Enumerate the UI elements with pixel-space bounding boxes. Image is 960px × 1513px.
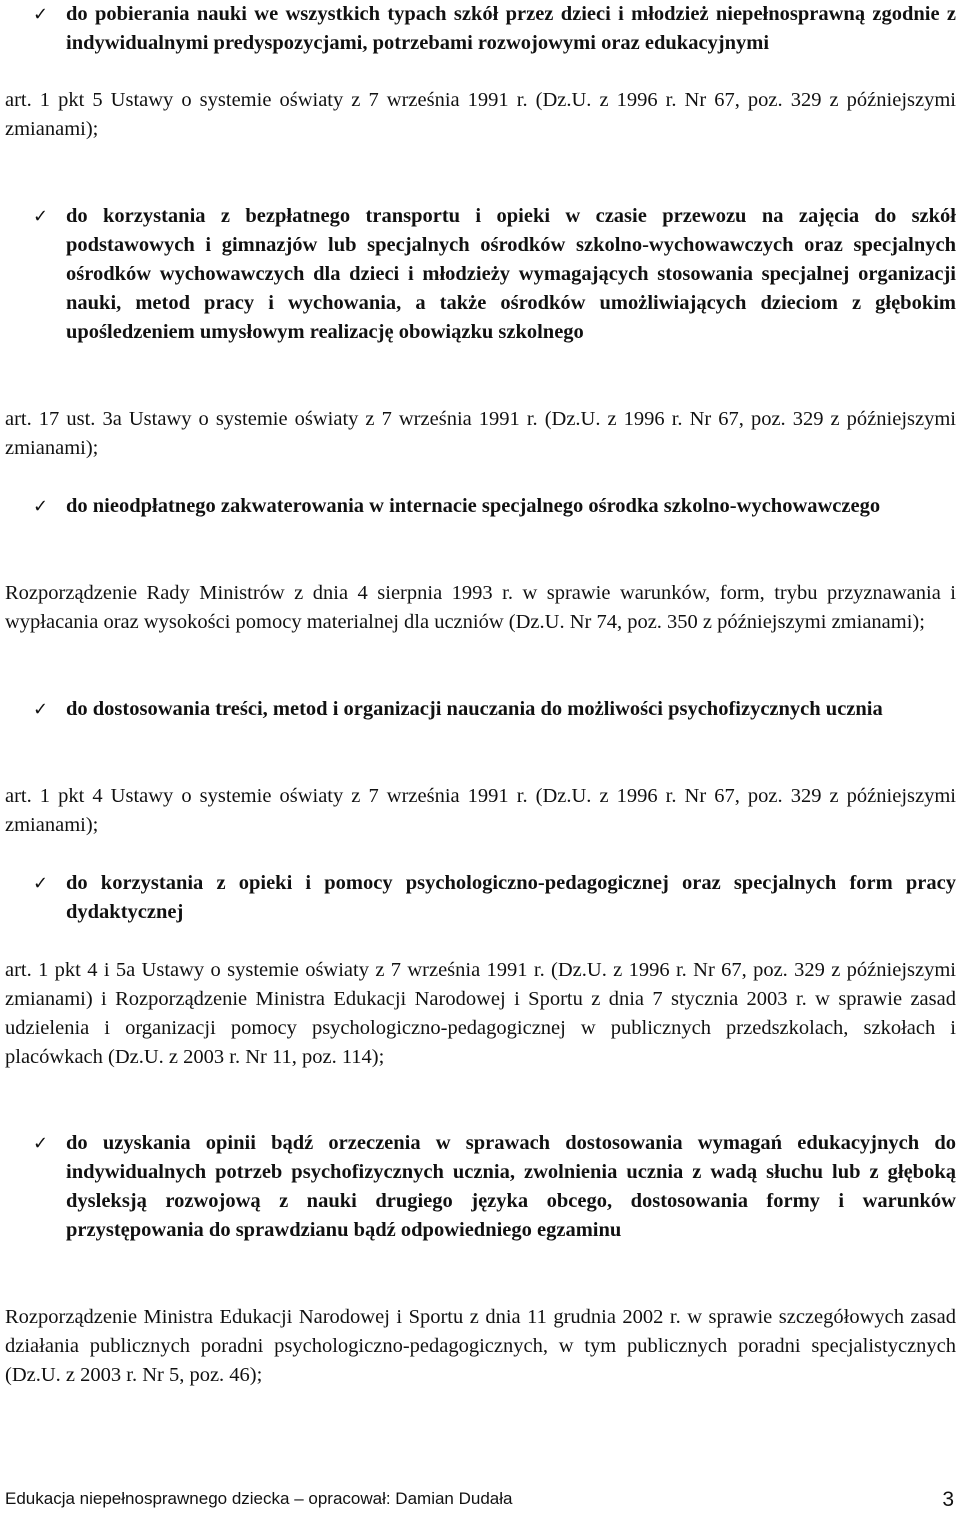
check-icon: ✓ xyxy=(33,4,49,25)
rights-item-text: do korzystania z opieki i pomocy psychologiczno-pedagogicznej oraz specjalnych form pracy dydaktycznej xyxy=(66,872,956,923)
rights-item-text: do korzystania z bezpłatnego transportu i opieki w czasie przewozu na zajęcia do szkół podstawowych i gimnazjów lub specjalnych ośrodków szkolno-wychowawczych oraz specjalnych ośrodków wychowawczych dla dzieci i młodzieży wymagających stosowania specjalnej organizacji nauki, metod pracy i wychowania, a także ośrodków umożliwiających dzieciom z głębokim upośledzeniem umysłowym realizację obowiązku szkolnego xyxy=(66,205,956,343)
legal-reference: art. 17 ust. 3a Ustawy o systemie oświaty z 7 września 1991 r. (Dz.U. z 1996 r. Nr 67, poz. 329 z późniejszymi zmianami); xyxy=(5,408,956,459)
rights-item xyxy=(33,869,956,927)
check-icon: ✓ xyxy=(33,699,49,720)
legal-reference: art. 1 pkt 5 Ustawy o systemie oświaty z 7 września 1991 r. (Dz.U. z 1996 r. Nr 67, poz. 329 z późniejszymi zmianami); xyxy=(5,89,956,140)
check-icon: ✓ xyxy=(33,496,49,517)
check-icon: ✓ xyxy=(33,1133,49,1154)
rights-item xyxy=(33,0,956,58)
check-icon: ✓ xyxy=(33,206,49,227)
rights-item-text: do pobierania nauki we wszystkich typach szkół przez dzieci i młodzież niepełnosprawną zgodnie z indywidualnymi predyspozycjami, potrzebami rozwojowymi oraz edukacyjnymi xyxy=(66,3,956,54)
rights-item-text: do uzyskania opinii bądź orzeczenia w sprawach dostosowania wymagań edukacyjnych do indywidualnych potrzeb psychofizycznych ucznia, zwolnienia ucznia z wadą słuchu lub z głęboką dysleksją rozwojową z nauki drugiego języka obcego, dostosowania formy i warunków przystępowania do sprawdzianu bądź odpowiedniego egzaminu xyxy=(66,1132,956,1241)
page-footer xyxy=(5,1487,956,1513)
rights-item-text: do dostosowania treści, metod i organizacji nauczania do możliwości psychofizycznych ucznia xyxy=(66,698,883,720)
rights-item xyxy=(33,695,956,724)
rights-item xyxy=(33,202,956,347)
legal-reference: art. 1 pkt 4 i 5a Ustawy o systemie oświaty z 7 września 1991 r. (Dz.U. z 1996 r. Nr 67, poz. 329 z późniejszymi zmianami) i Rozporządzenie Ministra Edukacji Narodowej i Sportu z dnia 7 stycznia 2003 r. w sprawie zasad udzielenia i organizacji pomocy psychologiczno-pedagogicznej w publicznych przedszkolach, szkołach i placówkach (Dz.U. z 2003 r. Nr 11, poz. 114); xyxy=(5,959,956,1068)
rights-item xyxy=(33,492,956,521)
legal-reference: Rozporządzenie Rady Ministrów z dnia 4 sierpnia 1993 r. w sprawie warunków, form, trybu przyznawania i wypłacania oraz wysokości pomocy materialnej dla uczniów (Dz.U. Nr 74, poz. 350 z późniejszymi zmianami); xyxy=(5,582,956,633)
check-icon: ✓ xyxy=(33,873,49,894)
rights-item xyxy=(33,1129,956,1245)
legal-reference: art. 1 pkt 4 Ustawy o systemie oświaty z 7 września 1991 r. (Dz.U. z 1996 r. Nr 67, poz. 329 z późniejszymi zmianami); xyxy=(5,785,956,836)
footer-text: Edukacja niepełnosprawnego dziecka – opracował: Damian Dudała xyxy=(5,1489,513,1508)
legal-reference: Rozporządzenie Ministra Edukacji Narodowej i Sportu z dnia 11 grudnia 2002 r. w sprawie szczegółowych zasad działania publicznych poradni psychologiczno-pedagogicznych, w tym publicznych poradni specjalistycznych (Dz.U. z 2003 r. Nr 5, poz. 46); xyxy=(5,1306,956,1386)
page-number: 3 xyxy=(942,1488,954,1511)
rights-item-text: do nieodpłatnego zakwaterowania w internacie specjalnego ośrodka szkolno-wychowawczego xyxy=(66,495,881,517)
